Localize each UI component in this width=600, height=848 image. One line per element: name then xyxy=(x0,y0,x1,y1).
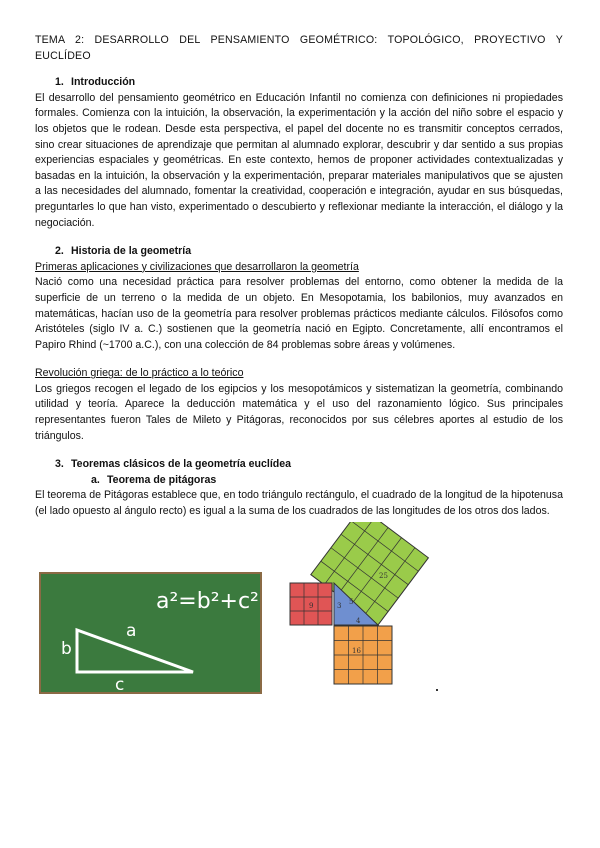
section-number: 1. xyxy=(55,76,64,89)
section-number: 3. xyxy=(55,458,64,471)
section-heading-history xyxy=(35,244,563,260)
chalkboard-drawing xyxy=(41,574,260,692)
document-page xyxy=(35,33,563,520)
section-number: 2. xyxy=(55,245,64,258)
subsection-number: a. xyxy=(91,473,100,486)
pythagoras-paragraph: El teorema de Pitágoras establece que, en todo triángulo rectángulo, el cuadrado de la longitud de la hipotenusa (el lado opuesto al ángulo recto) es igual a la suma de los cuadrados de las longitudes de los otros dos lados. xyxy=(35,489,563,518)
history-paragraph-2: Los griegos recogen el legado de los egipcios y los mesopotámicos y sistematizan la geometría, combinando utilidad y teoría. Aparece la deducción matemática y el uso del razonamiento lógico. Sus principales representantes fueron Tales de Mileto y Pitágoras, reconocidos por sus célebres aportes al estudio de los triángulos. xyxy=(35,382,563,442)
side-hyp-label: 5 xyxy=(349,598,354,606)
subheading-first-applications: Primeras aplicaciones y civilizaciones que desarrollaron la geometría xyxy=(35,260,359,273)
section-title: Historia de la geometría xyxy=(71,245,192,258)
side-bottom-label: 4 xyxy=(356,617,361,625)
section-heading-intro xyxy=(35,75,563,91)
subsection-heading-pythagoras xyxy=(35,473,563,489)
pythagoras-squares-figure xyxy=(288,522,448,688)
formula-text: a²=b²+c² xyxy=(156,589,259,614)
section-heading-theorems xyxy=(35,457,563,473)
stray-dot xyxy=(436,689,438,691)
document-title: TEMA 2: DESARROLLO DEL PENSAMIENTO GEOMÉTRICO: TOPOLÓGICO, PROYECTIVO Y EUCLÍDEO xyxy=(35,34,563,62)
label-b: b xyxy=(61,639,72,659)
label-a: a xyxy=(126,621,137,641)
section-title: Introducción xyxy=(71,76,136,89)
label-c: c xyxy=(115,675,125,692)
history-paragraph-1: Nació como una necesidad práctica para resolver problemas del entorno, como obtener la medida de la superficie de un terreno o la medida de un objeto. En Mesopotamia, los babilonios, muy avanzados en matemáticas, hacían uso de la geometría para resolver problemas prácticos mediante cálculos. Filósofos como Aristóteles (siglo IV a. C.) sostienen que la geometría nació en Egipto. Concretamente, allí encontramos el Papiro Rhind (~1700 a.C.), con una colección de 84 problemas sobre áreas y volúmenes. xyxy=(35,276,563,351)
chalkboard-figure xyxy=(39,572,262,694)
intro-paragraph: El desarrollo del pensamiento geométrico en Educación Infantil no comienza con definiciones ni propiedades formales. Comienza con la intuición, la observación, la experimentación y la acción del niño sobre el espacio y los objetos que le rodean. Desde esta perspectiva, el papel del docente no es transmitir conceptos cerrados, sino crear situaciones de aprendizaje que permitan al alumnado explorar, descubrir y dar sentido a sus propias experiencias espaciales y geométricas. En este contexto, hemos de proponer actividades contextualizadas y basadas en la intuición, la observación y la experimentación, preparar materiales manipulativos que se ajusten a las necesidades del alumnado, fomentar la creatividad, cooperación e integración, ayudar en sus búsquedas, preguntarles lo que han visto, experimentado o descubierto y reflexionar mediante la interacción, el diálogo y la negociación. xyxy=(35,91,563,229)
subsection-title: Teorema de pitágoras xyxy=(107,473,217,486)
left-square-label: 9 xyxy=(309,602,314,610)
subheading-greek-revolution: Revolución griega: de lo práctico a lo teórico xyxy=(35,367,244,380)
section-title: Teoremas clásicos de la geometría euclídea xyxy=(71,458,292,471)
hyp-square-label: 25 xyxy=(379,572,388,580)
bottom-square-label: 16 xyxy=(352,647,361,655)
side-left-label: 3 xyxy=(337,602,342,610)
